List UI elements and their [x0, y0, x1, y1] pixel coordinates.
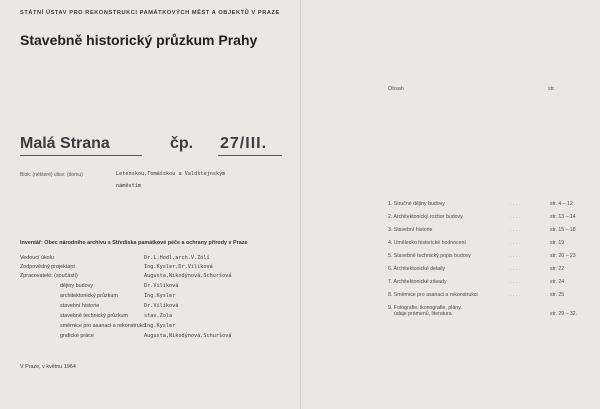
inventory-heading: Inventář: Obec národního archivu s Střediska památkové péče a ochrany přírody v Praze [20, 240, 248, 246]
role-names: stav.Zola [144, 313, 173, 319]
toc-dots: . . . . [510, 227, 521, 233]
block-streets-line1: Letenskou,Tomášskou a Valdštejnským [116, 171, 226, 177]
role-names: Ing.Kysler [144, 293, 176, 299]
document-title: Stavebně historický průzkum Prahy [20, 32, 258, 48]
toc-dots: . . . . [510, 279, 521, 285]
toc-entry-title: 8. Směrnice pro asanaci a rekonstrukci [388, 292, 478, 298]
toc-entry-title: 4. Umělecko historické hodnocení [388, 240, 466, 246]
toc-entry-pages: str. 20 – 23 [550, 253, 576, 259]
role-label: stavebně technický průzkum [60, 313, 129, 319]
toc-entry-title: 2. Architektonický rozbor budovy [388, 214, 463, 220]
role-names: Augusta,Nikodýnová,Schuršová [144, 273, 232, 279]
cp-label: čp. [170, 135, 194, 152]
toc-entry-title-line2: údaje prámenů, literatura [394, 311, 452, 317]
place-date [20, 364, 76, 370]
page-fold-divider [300, 0, 301, 409]
toc-entry-pages: str. 22 [550, 266, 565, 272]
toc-header-right: str. [548, 86, 556, 92]
toc-dots: . . . . [510, 253, 521, 259]
role-label: Zpracovatelé: (součástí) [20, 273, 78, 279]
role-label: směrnice pro asanaci a rekonstrukci [60, 323, 147, 329]
role-names: Dr.Vilíková [144, 283, 179, 289]
toc-dots: . . . . [510, 266, 521, 272]
role-label: Vedoucí úkolu [20, 255, 54, 261]
role-names: Ing.Kysler [144, 323, 176, 329]
toc-entry-pages: str. 29 – 32. [550, 311, 578, 317]
toc-entry-pages: str. 24 [550, 279, 565, 285]
toc-entry-title: 3. Stavební historie [388, 227, 433, 233]
toc-entry-pages: str. 19 [550, 240, 565, 246]
toc-entry-title: 9. Fotografie, ikonografie, plány, [388, 305, 462, 311]
location-row [20, 135, 290, 157]
role-names: Ing.Kysler,Dr.Vilíková [144, 264, 213, 270]
year-suffix: 64 [69, 364, 76, 370]
block-streets-line2: náměstím [116, 183, 141, 189]
toc-entry-title: 6. Architektonické detaily [388, 266, 446, 272]
role-label: grafické práce [60, 333, 94, 339]
toc-dots: . . . . [510, 240, 521, 246]
toc-entry-pages: str. 25 [550, 292, 565, 298]
role-names: Dr.L.Hodl,arch.V.Zólí [144, 255, 210, 261]
role-names: Dr.Vilíková [144, 303, 179, 309]
role-label: dějiny budovy [60, 283, 93, 289]
toc-dots: . . . . [510, 292, 521, 298]
toc-dots: . . . . [510, 201, 521, 207]
toc-dots: . . . . [510, 214, 521, 220]
toc-entry-title: 5. Stavebně technický popis budovy [388, 253, 471, 259]
cp-value: 27/III. [220, 135, 268, 152]
role-label: Zodpovědný projektant [20, 264, 75, 270]
quarter-name: Malá Strana [20, 135, 110, 152]
toc-entry-title: 7. Architektonické závady [388, 279, 447, 285]
toc-entry-pages: str. 4 – 12 [550, 201, 573, 207]
place-date-text: V Praze, v květnu 19 [20, 364, 70, 370]
toc-entry-pages: str. 13 – 14 [550, 214, 576, 220]
institution-header: STÁTNÍ ÚSTAV PRO REKONSTRUKCI PAMÁTKOVÝCH MĚST A OBJEKTŮ V PRAZE [20, 10, 280, 16]
block-label: Blok: (některé) ulice: (domu) [20, 172, 83, 178]
role-label: stavební historie [60, 303, 100, 309]
toc-entry-title: 1. Stručné dějiny budovy [388, 201, 445, 207]
role-names: Augusta,Nikodýnová,Schuršová [144, 333, 232, 339]
toc-entry-pages: str. 15 – 18 [550, 227, 576, 233]
quarter-underline [20, 155, 142, 156]
role-label: architektonický průzkum [60, 293, 118, 299]
toc-header-left: Obsah [388, 86, 404, 92]
cp-underline [218, 155, 282, 156]
